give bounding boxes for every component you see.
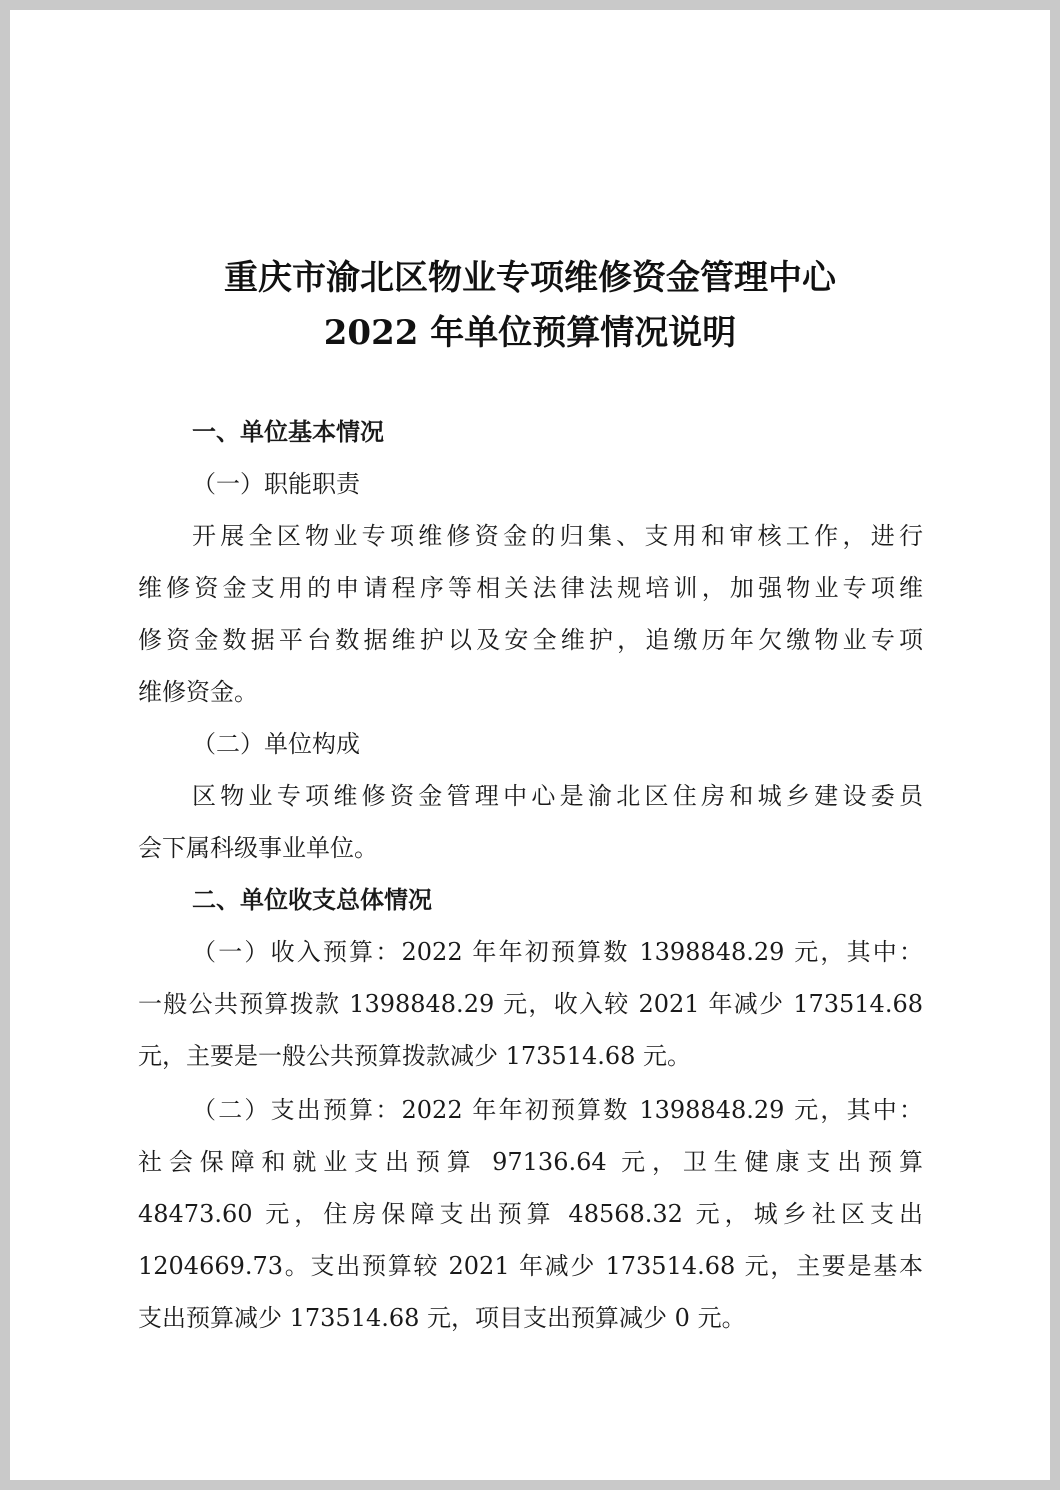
paragraph-line: （二）支出预算：2022 年年初预算数 1398848.29 元，其中： xyxy=(192,1096,923,1124)
paragraph-line: 48473.60 元，住房保障支出预算 48568.32 元，城乡社区支出 xyxy=(138,1200,923,1228)
paragraph-line: 区物业专项维修资金管理中心是渝北区住房和城乡建设委员 xyxy=(192,782,923,810)
paragraph-line: 元，主要是一般公共预算拨款减少 173514.68 元。 xyxy=(138,1042,692,1070)
paragraph-line: 支出预算减少 173514.68 元，项目支出预算减少 0 元。 xyxy=(138,1304,746,1332)
paragraph-line: 1204669.73。支出预算较 2021 年减少 173514.68 元，主要是基本 xyxy=(138,1252,923,1280)
paragraph-line: 维修资金支用的申请程序等相关法律法规培训，加强物业专项维 xyxy=(138,574,923,602)
document-title-line-2: 2022 年单位预算情况说明 xyxy=(323,313,737,353)
section-1-heading: 一、单位基本情况 xyxy=(192,418,384,446)
section-1-sub-1-heading: （一）职能职责 xyxy=(192,470,360,498)
section-2-heading: 二、单位收支总体情况 xyxy=(192,886,432,914)
paragraph-line: 修资金数据平台数据维护以及安全维护，追缴历年欠缴物业专项 xyxy=(138,626,923,654)
document-title-line-1: 重庆市渝北区物业专项维修资金管理中心 xyxy=(224,258,836,298)
paragraph-line: 维修资金。 xyxy=(138,678,258,706)
document-page xyxy=(10,10,1050,1480)
paragraph-line: （一）收入预算：2022 年年初预算数 1398848.29 元，其中： xyxy=(192,938,923,966)
section-1-sub-2-heading: （二）单位构成 xyxy=(192,730,360,758)
paragraph-line: 开展全区物业专项维修资金的归集、支用和审核工作，进行 xyxy=(192,522,923,550)
paragraph-line: 社会保障和就业支出预算 97136.64 元，卫生健康支出预算 xyxy=(138,1148,923,1176)
paragraph-line: 一般公共预算拨款 1398848.29 元，收入较 2021 年减少 173514.68 xyxy=(138,990,923,1018)
paragraph-line: 会下属科级事业单位。 xyxy=(138,834,378,862)
